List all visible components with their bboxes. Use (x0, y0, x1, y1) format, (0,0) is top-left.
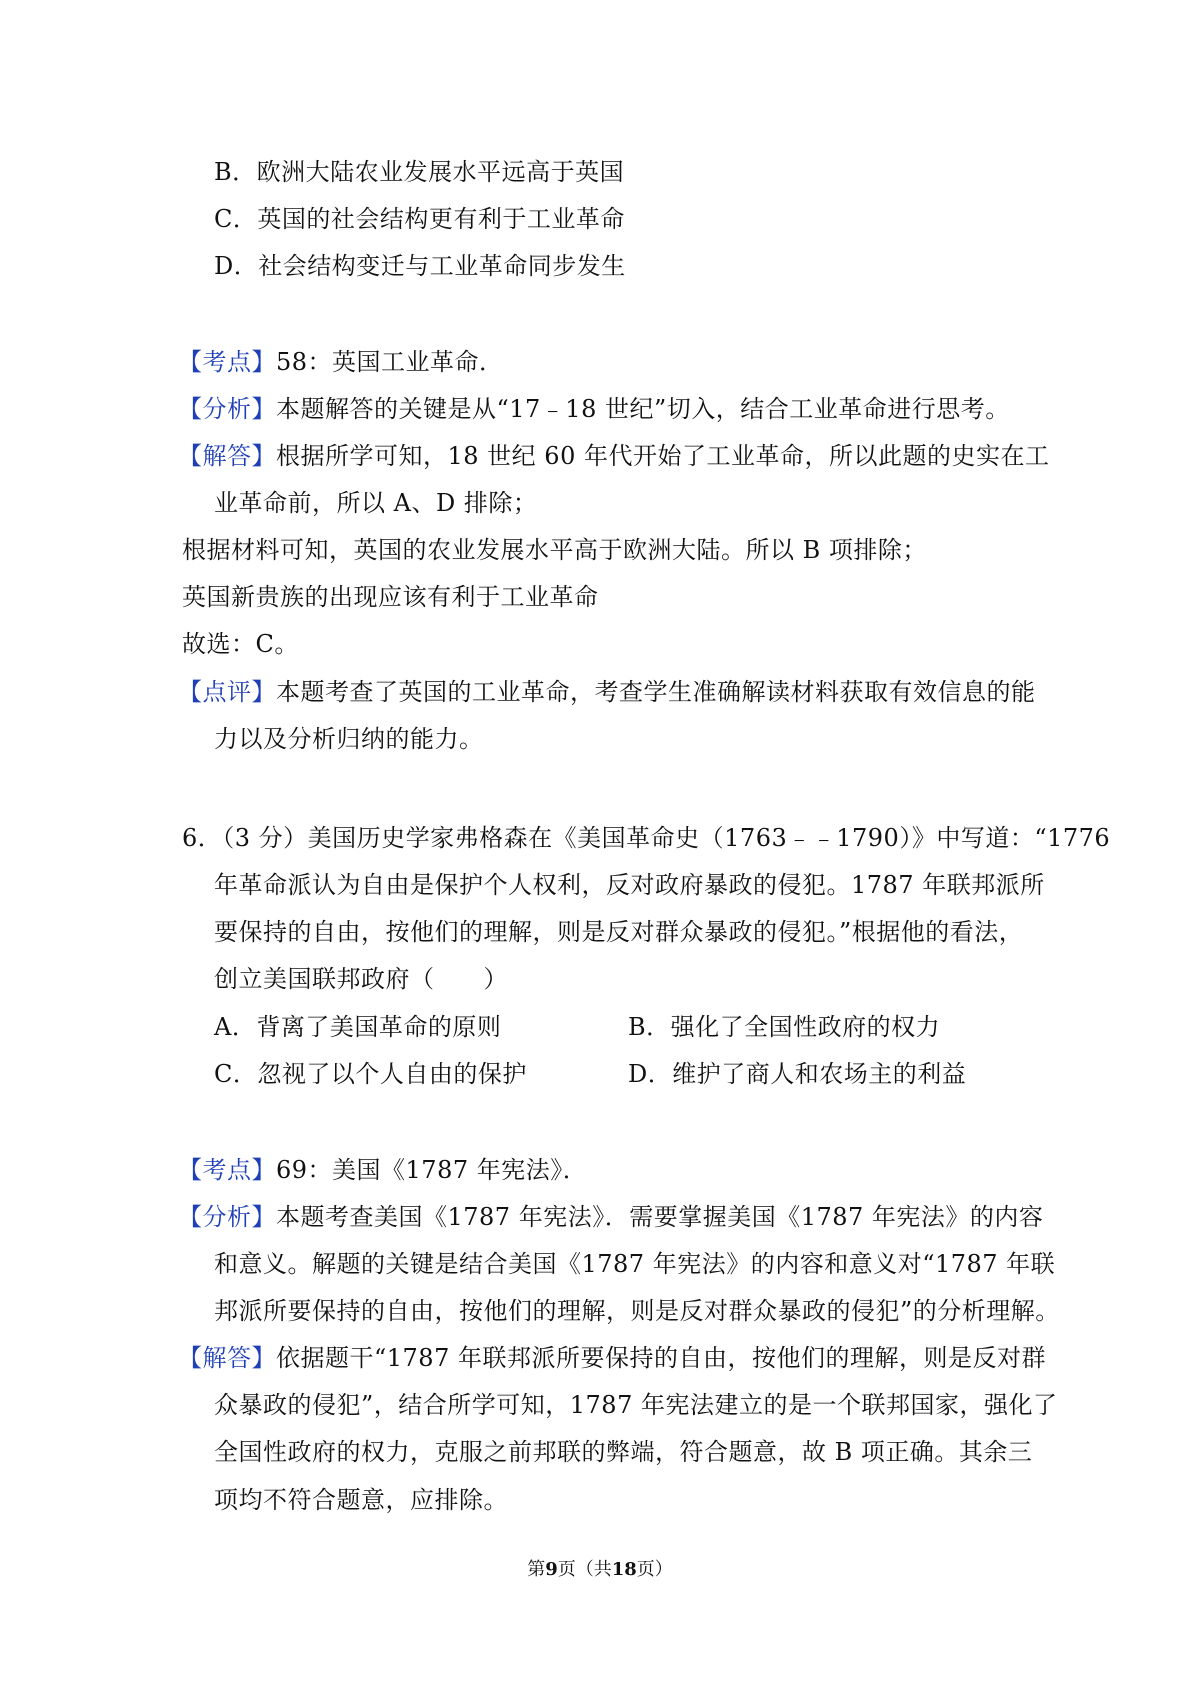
q6-jieda-line-3: 全国性政府的权力，克服之前邦联的弊端，符合题意，故 B 项正确。其余三 (214, 1438, 1033, 1466)
q6-fenxi-line-2: 和意义。解题的关键是结合美国《1787 年宪法》的内容和意义对“1787 年联 (214, 1250, 1056, 1278)
q5-answer-choice: 故选：C。 (182, 630, 299, 658)
q6-stem-line-3: 要保持的自由，按他们的理解，则是反对群众暴政的侵犯。”根据他的看法， (214, 918, 1024, 946)
kaodian-text: 69：美国《1787 年宪法》． (276, 1156, 588, 1184)
q6-option-b: B．强化了全国性政府的权力 (628, 1013, 941, 1041)
q6-option-d: D．维护了商人和农场主的利益 (628, 1060, 967, 1088)
fenxi-text-1: 本题考查美国《1787 年宪法》．需要掌握美国《1787 年宪法》的内容 (276, 1203, 1044, 1231)
q5-option-c: C．英国的社会结构更有利于工业革命 (214, 205, 625, 233)
q6-jieda-line-2: 众暴政的侵犯”，结合所学可知，1787 年宪法建立的是一个联邦国家，强化了 (214, 1391, 1058, 1419)
q5-option-d: D．社会结构变迁与工业革命同步发生 (214, 252, 626, 280)
total-pages: 18 (611, 1559, 637, 1580)
q5-dianping (178, 676, 1036, 708)
q6-jieda-line-4: 项均不符合题意，应排除。 (214, 1486, 508, 1514)
q6-stem-line-1: 6．（3 分）美国历史学家弗格森在《美国革命史（1763﹣﹣1790）》中写道：“1776 (182, 824, 1111, 852)
page-number: 9 (545, 1559, 558, 1580)
q5-jieda-line-4: 英国新贵族的出现应该有利于工业革命 (182, 583, 599, 611)
jieda-tag: 【解答】 (178, 442, 276, 470)
fenxi-text: 本题解答的关键是从“17﹣18 世纪”切入，结合工业革命进行思考。 (276, 395, 1010, 423)
q6-fenxi (178, 1201, 1043, 1233)
footer-suffix: 页） (636, 1559, 673, 1580)
q5-option-b: B．欧洲大陆农业发展水平远高于英国 (214, 158, 625, 186)
q6-fenxi-line-3: 邦派所要保持的自由，按他们的理解，则是反对群众暴政的侵犯”的分析理解。 (214, 1297, 1060, 1325)
q6-stem-line-4: 创立美国联邦政府（ ） (214, 965, 508, 993)
q5-fenxi (178, 393, 1010, 425)
q6-kaodian (178, 1154, 587, 1186)
q5-jieda-line-2: 业革命前，所以 A、D 排除； (214, 489, 538, 517)
jieda-tag: 【解答】 (178, 1344, 276, 1372)
q6-stem-line-2: 年革命派认为自由是保护个人权利，反对政府暴政的侵犯。1787 年联邦派所 (214, 871, 1045, 899)
page-footer (0, 1558, 1200, 1582)
kaodian-text: 58：英国工业革命． (276, 348, 504, 376)
fenxi-tag: 【分析】 (178, 1203, 276, 1231)
footer-prefix: 第 (527, 1559, 546, 1580)
q5-kaodian (178, 346, 504, 378)
jieda-text-1: 依据题干“1787 年联邦派所要保持的自由，按他们的理解，则是反对群 (276, 1344, 1046, 1372)
dianping-text-1: 本题考查了英国的工业革命，考查学生准确解读材料获取有效信息的能 (276, 678, 1036, 706)
q5-jieda (178, 440, 1049, 472)
dianping-tag: 【点评】 (178, 678, 276, 706)
kaodian-tag: 【考点】 (178, 1156, 276, 1184)
q5-jieda-line-3: 根据材料可知，英国的农业发展水平高于欧洲大陆。所以 B 项排除； (182, 536, 927, 564)
q6-option-a: A．背离了美国革命的原则 (214, 1013, 502, 1041)
jieda-text-1: 根据所学可知，18 世纪 60 年代开始了工业革命，所以此题的史实在工 (276, 442, 1050, 470)
kaodian-tag: 【考点】 (178, 348, 276, 376)
q5-dianping-line-2: 力以及分析归纳的能力。 (214, 725, 484, 753)
fenxi-tag: 【分析】 (178, 395, 276, 423)
q6-jieda (178, 1342, 1046, 1374)
footer-middle: 页（共 (557, 1559, 612, 1580)
q6-option-c: C．忽视了以个人自由的保护 (214, 1060, 527, 1088)
